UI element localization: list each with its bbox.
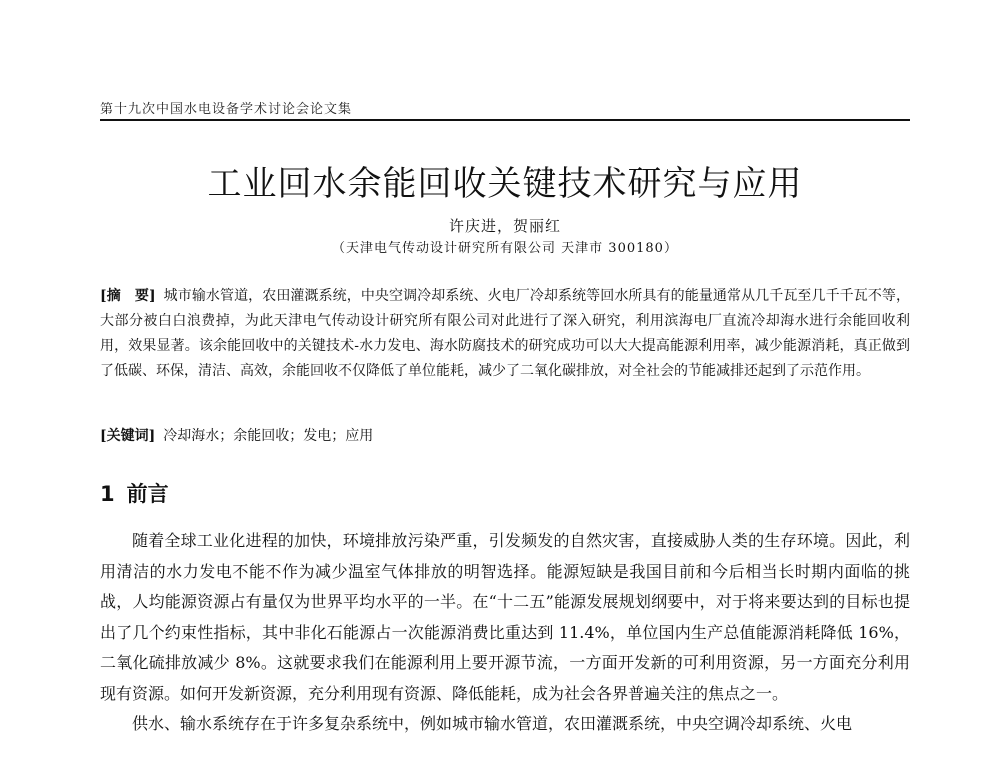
paragraph: 随着全球工业化进程的加快，环境排放污染严重，引发频发的自然灾害，直接威胁人类的生存环境。因此，利用清洁的水力发电不能不作为减少温室气体排放的明智选择。能源短缺是我国目前和今后相当长时期内面临的挑战，人均能源资源占有量仅为世界平均水平的一半。在“十二五”能源发展规划纲要中，对于将来要达到的目标也提出了几个约束性指标，其中非化石能源占一次能源消费比重达到 11.4%，单位国内生产总值能源消耗降低 16%，二氧化硫排放减少 8%。这就要求我们在能源利用上要开源节流，一方面开发新的可利用资源，另一方面充分利用现有资源。如何开发新资源，充分利用现有资源、降低能耗，成为社会各界普遍关注的焦点之一。 [100, 531, 910, 703]
section-number: 1 [100, 482, 115, 506]
keywords-label: [关键词] [100, 428, 156, 444]
authors: 许庆进，贺丽红 [448, 217, 561, 235]
abstract-text: 城市输水管道，农田灌溉系统，中央空调冷却系统、火电厂冷却系统等回水所具有的能量通常从几千瓦至几千千瓦不等，大部分被白白浪费掉，为此天津电气传动设计研究所有限公司对此进行了深入研究，利用滨海电厂直流冷却海水进行余能回收利用，效果显著。该余能回收中的关键技术-水力发电、海水防腐技术的研究成功可以大大提高能源利用率，减少能源消耗，真正做到了低碳、环保，清洁、高效，余能回收不仅降低了单位能耗，减少了二氧化碳排放，对全社会的节能减排还起到了示范作用。 [100, 288, 911, 379]
section-title: 前言 [126, 482, 169, 506]
paper-title: 工业回水余能回收关键技术研究与应用 [207, 164, 803, 204]
affiliation: （天津电气传动设计研究所有限公司 天津市 300180） [332, 241, 678, 256]
keywords [100, 424, 910, 448]
abstract-label: [摘 要] [100, 288, 156, 304]
header-rule [100, 119, 910, 121]
running-header: 第十九次中国水电设备学术讨论会论文集 [100, 102, 353, 117]
keywords-text: 冷却海水；余能回收；发电；应用 [163, 428, 374, 444]
abstract [100, 284, 910, 384]
body-text [100, 526, 910, 740]
paragraph: 供水、输水系统存在于许多复杂系统中，例如城市输水管道，农田灌溉系统，中央空调冷却系统、火电 [132, 714, 853, 733]
section-heading [100, 478, 169, 508]
